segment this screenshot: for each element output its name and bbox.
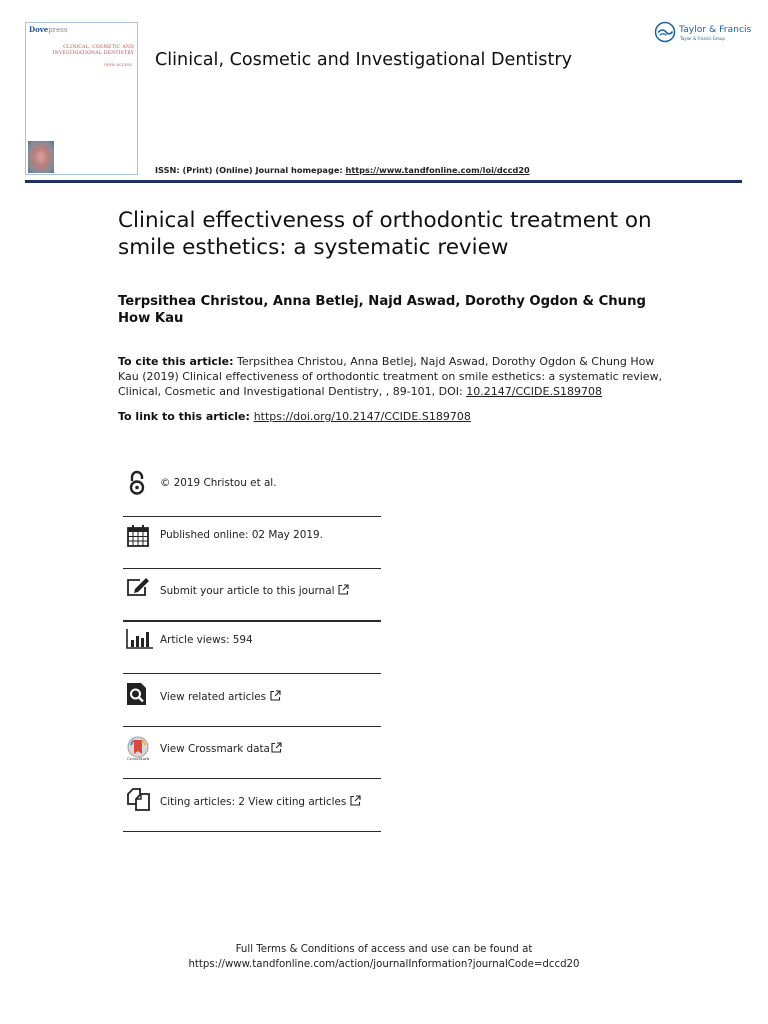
- divider: [123, 726, 381, 727]
- article-link-line: To link to this article: https://doi.org/10.2147/CCIDE.S189708: [118, 410, 471, 423]
- citation: To cite this article: Terpsithea Christou, Anna Betlej, Najd Aswad, Dorothy Ogdon & Chung How Kau (2019) Clinical effectiveness of orthodontic treatment on smile esthetics: a systematic review, Clinical, Cosmetic and Investigational Dentistry, , 89-101, DOI: 10.2147/CCIDE.S189708: [118, 355, 663, 398]
- cover-image: [28, 141, 54, 173]
- article-url-link[interactable]: https://doi.org/10.2147/CCIDE.S189708: [253, 410, 471, 423]
- edit-icon: [126, 576, 150, 598]
- cover-brand: Dovepress: [29, 25, 68, 34]
- header-rule: [25, 180, 742, 183]
- view-related-link[interactable]: View related articles: [160, 690, 281, 703]
- footer: [0, 943, 768, 972]
- journal-cover: [25, 22, 138, 175]
- divider: [123, 568, 381, 569]
- cover-title: CLINICAL, COSMETIC AND INVESTIGATIONAL DENTISTRY: [52, 45, 134, 56]
- external-link-icon: [350, 795, 361, 806]
- citing-icon: [126, 786, 152, 812]
- article-views: Article views: 594: [160, 634, 253, 646]
- footer-terms-url[interactable]: https://www.tandfonline.com/action/journalInformation?journalCode=dccd20: [188, 958, 580, 970]
- footer-terms: Full Terms & Conditions of access and use can be found at: [235, 944, 533, 955]
- crossmark-row[interactable]: [123, 728, 381, 780]
- divider: [123, 778, 381, 779]
- article-authors: Terpsithea Christou, Anna Betlej, Najd Aswad, Dorothy Ogdon & Chung How Kau: [118, 294, 646, 326]
- taylor-francis-logo-icon: [654, 21, 676, 43]
- publisher-group: Taylor & Francis Group: [680, 36, 725, 41]
- submit-row[interactable]: [123, 570, 381, 622]
- divider: [123, 516, 381, 517]
- views-row: [123, 622, 381, 674]
- article-title: Clinical effectiveness of orthodontic treatment on smile esthetics: a systematic review: [118, 208, 652, 260]
- submit-article-link[interactable]: Submit your article to this journal: [160, 584, 349, 597]
- crossmark-link[interactable]: View Crossmark data: [160, 742, 282, 755]
- open-access-icon: [126, 470, 148, 496]
- cover-open-access: OPEN ACCESS: [104, 63, 132, 67]
- copyright-row: [123, 466, 381, 518]
- journal-title: Clinical, Cosmetic and Investigational Dentistry: [155, 50, 573, 70]
- journal-homepage-link[interactable]: https://www.tandfonline.com/loi/dccd20: [345, 165, 530, 175]
- external-link-icon: [270, 690, 281, 701]
- published-date: Published online: 02 May 2019.: [160, 529, 323, 541]
- issn-line: ISSN: (Print) (Online) Journal homepage: https://www.tandfonline.com/loi/dccd20: [155, 165, 530, 175]
- external-link-icon: [338, 584, 349, 595]
- related-row[interactable]: [123, 675, 381, 727]
- copyright-text: © 2019 Christou et al.: [160, 477, 277, 489]
- published-row: [123, 518, 381, 570]
- divider: [123, 831, 381, 832]
- publisher-name: Taylor & Francis: [679, 24, 752, 35]
- citing-articles-link[interactable]: Citing articles: 2 View citing articles: [160, 795, 361, 808]
- crossmark-icon-label: CrossMark: [127, 756, 150, 761]
- calendar-icon: [126, 524, 150, 548]
- citing-row[interactable]: [123, 780, 381, 832]
- search-document-icon: [126, 682, 148, 706]
- doi-link[interactable]: 10.2147/CCIDE.S189708: [466, 384, 602, 398]
- external-link-icon: [271, 742, 282, 753]
- divider: [123, 673, 381, 674]
- bar-chart-icon: [126, 628, 154, 650]
